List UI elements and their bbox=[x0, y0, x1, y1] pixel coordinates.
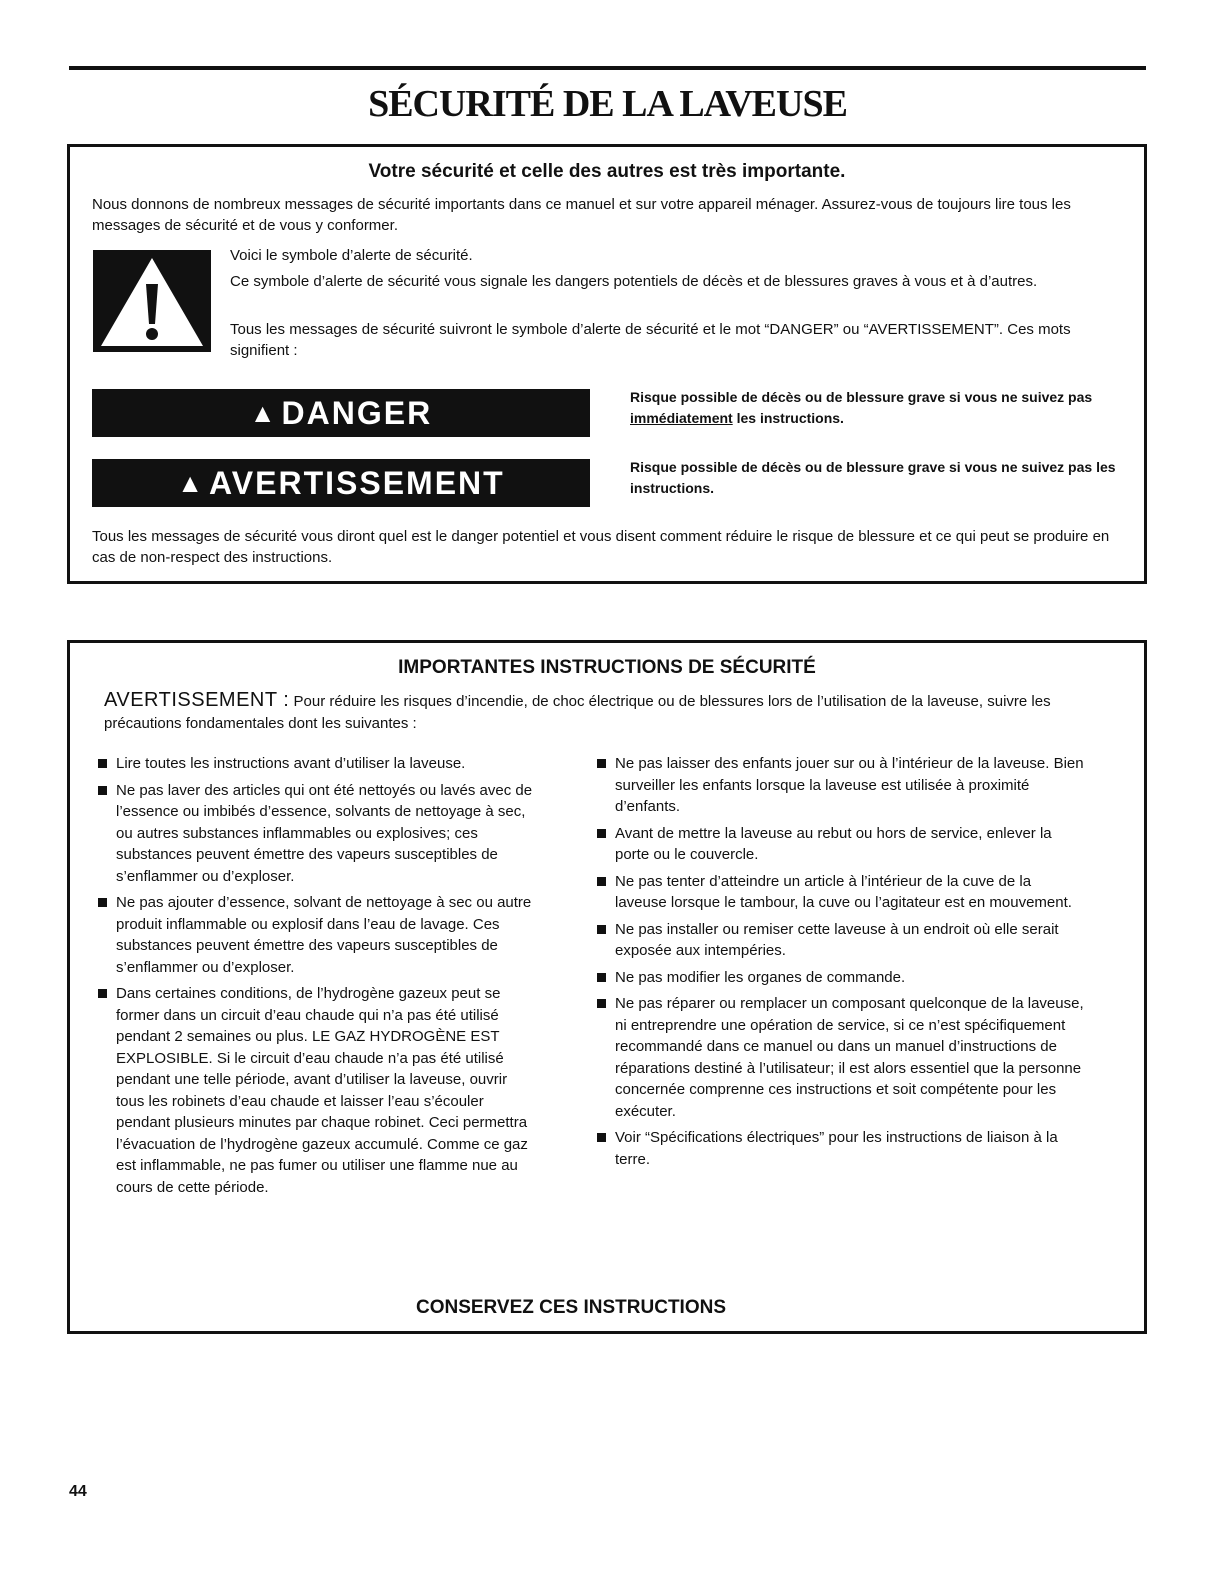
safety-heading: Votre sécurité et celle des autres est très importante. bbox=[368, 161, 846, 182]
alert-triangle-icon: ▲ bbox=[249, 398, 278, 428]
warning-intro-text: Pour réduire les risques d’incendie, de choc électrique ou de blessures lors de l’utilisation de la laveuse, suivre les précautions fondamentales dont les suivantes : bbox=[104, 693, 1051, 732]
top-rule bbox=[69, 66, 1146, 70]
page-title: SÉCURITÉ DE LA LAVEUSE bbox=[368, 83, 847, 125]
list-item: Ne pas laver des articles qui ont été nettoyés ou lavés avec de l’essence ou imbibés d’essence, solvants de nettoyage à sec, ou autres substances inflammables ou explosives; ces substances peuvent émettre des vapeurs susceptibles de s’enflammer ou d’exploser. bbox=[96, 780, 536, 888]
warning-label: AVERTISSEMENT bbox=[209, 465, 505, 501]
list-item: Ne pas modifier les organes de commande. bbox=[595, 967, 1085, 989]
alert-triangle-icon: ▲ bbox=[177, 468, 206, 498]
safety-message-box bbox=[67, 144, 1147, 584]
warning-banner bbox=[92, 459, 590, 507]
list-item: Dans certaines conditions, de l’hydrogène gazeux peut se former dans un circuit d’eau chaude qui n’a pas été utilisé pendant 2 semaines ou plus. LE GAZ HYDROGÈNE EST EXPLOSIBLE. Si le circuit d’eau chaude n’a pas été utilisé pendant une telle période, avant d’utiliser la laveuse, ouvrir tous les robinets d’eau chaude et laisser l’eau s’écouler pendant plusieurs minutes par chaque robinet. Ceci permettra l’évacuation de l’hydrogène gazeux accumulé. Comme ce gaz est inflammable, ne pas fumer ou utiliser une flamme nue au cours de cette période. bbox=[96, 983, 536, 1198]
symbol-line-2: Ce symbole d’alerte de sécurité vous signale les dangers potentiels de décès et de blessures graves à vous et à d’autres. bbox=[230, 273, 1038, 290]
list-item: Ne pas réparer ou remplacer un composant quelconque de la laveuse, ni entreprendre une opération de service, si ce n’est spécifiquement recommandé dans ce manuel ou dans un manuel d’instructions de réparations destiné à l’utilisateur; il est alors essentiel que la personne concernée comprenne ces instructions et soit compétente pour les exécuter. bbox=[595, 993, 1085, 1122]
warning-intro bbox=[104, 689, 1114, 735]
danger-banner bbox=[92, 389, 590, 437]
danger-label: DANGER bbox=[281, 395, 433, 431]
right-instruction-list bbox=[595, 753, 1085, 1175]
warning-intro-label: AVERTISSEMENT : bbox=[104, 689, 290, 711]
list-item: Voir “Spécifications électriques” pour les instructions de liaison à la terre. bbox=[595, 1127, 1085, 1170]
left-instruction-list bbox=[96, 753, 536, 1203]
safety-alert-symbol bbox=[93, 250, 211, 352]
danger-description: Risque possible de décès ou de blessure grave si vous ne suivez pas immédiatement les instructions. bbox=[630, 389, 1093, 426]
instructions-box bbox=[67, 640, 1147, 1334]
page-number: 44 bbox=[69, 1483, 87, 1500]
list-item: Lire toutes les instructions avant d’utiliser la laveuse. bbox=[96, 753, 536, 775]
list-item: Ne pas ajouter d’essence, solvant de nettoyage à sec ou autre produit inflammable ou explosif dans l’eau de lavage. Ces substances peuvent émettre des vapeurs susceptibles de s’enflammer ou d’exploser. bbox=[96, 892, 536, 978]
safety-intro: Nous donnons de nombreux messages de sécurité importants dans ce manuel et sur votre appareil ménager. Assurez-vous de toujours lire tous les messages de sécurité et de vous y conformer. bbox=[92, 196, 1071, 234]
warning-description: Risque possible de décès ou de blessure grave si vous ne suivez pas les instructions. bbox=[630, 459, 1116, 496]
list-item: Avant de mettre la laveuse au rebut ou hors de service, enlever la porte ou le couvercle. bbox=[595, 823, 1085, 866]
keep-instructions-footer: CONSERVEZ CES INSTRUCTIONS bbox=[415, 1297, 727, 1318]
symbol-line-1: Voici le symbole d’alerte de sécurité. bbox=[230, 247, 473, 264]
warning-triangle-icon bbox=[93, 250, 211, 352]
symbol-line-3: Tous les messages de sécurité suivront le symbole d’alerte de sécurité et le mot “DANGER” ou “AVERTISSEMENT”. Ces mots signifient : bbox=[230, 321, 1071, 359]
safety-outro: Tous les messages de sécurité vous diront quel est le danger potentiel et vous disent comment réduire le risque de blessure et ce qui peut se produire en cas de non-respect des instructions. bbox=[92, 528, 1110, 566]
list-item: Ne pas tenter d’atteindre un article à l’intérieur de la cuve de la laveuse lorsque le tambour, la cuve ou l’agitateur est en mouvement. bbox=[595, 871, 1085, 914]
instructions-heading: IMPORTANTES INSTRUCTIONS DE SÉCURITÉ bbox=[398, 657, 816, 678]
list-item: Ne pas laisser des enfants jouer sur ou à l’intérieur de la laveuse. Bien surveiller les enfants lorsque la laveuse est utilisée à proximité d’enfants. bbox=[595, 753, 1085, 818]
list-item: Ne pas installer ou remiser cette laveuse à un endroit où elle serait exposée aux intempéries. bbox=[595, 919, 1085, 962]
